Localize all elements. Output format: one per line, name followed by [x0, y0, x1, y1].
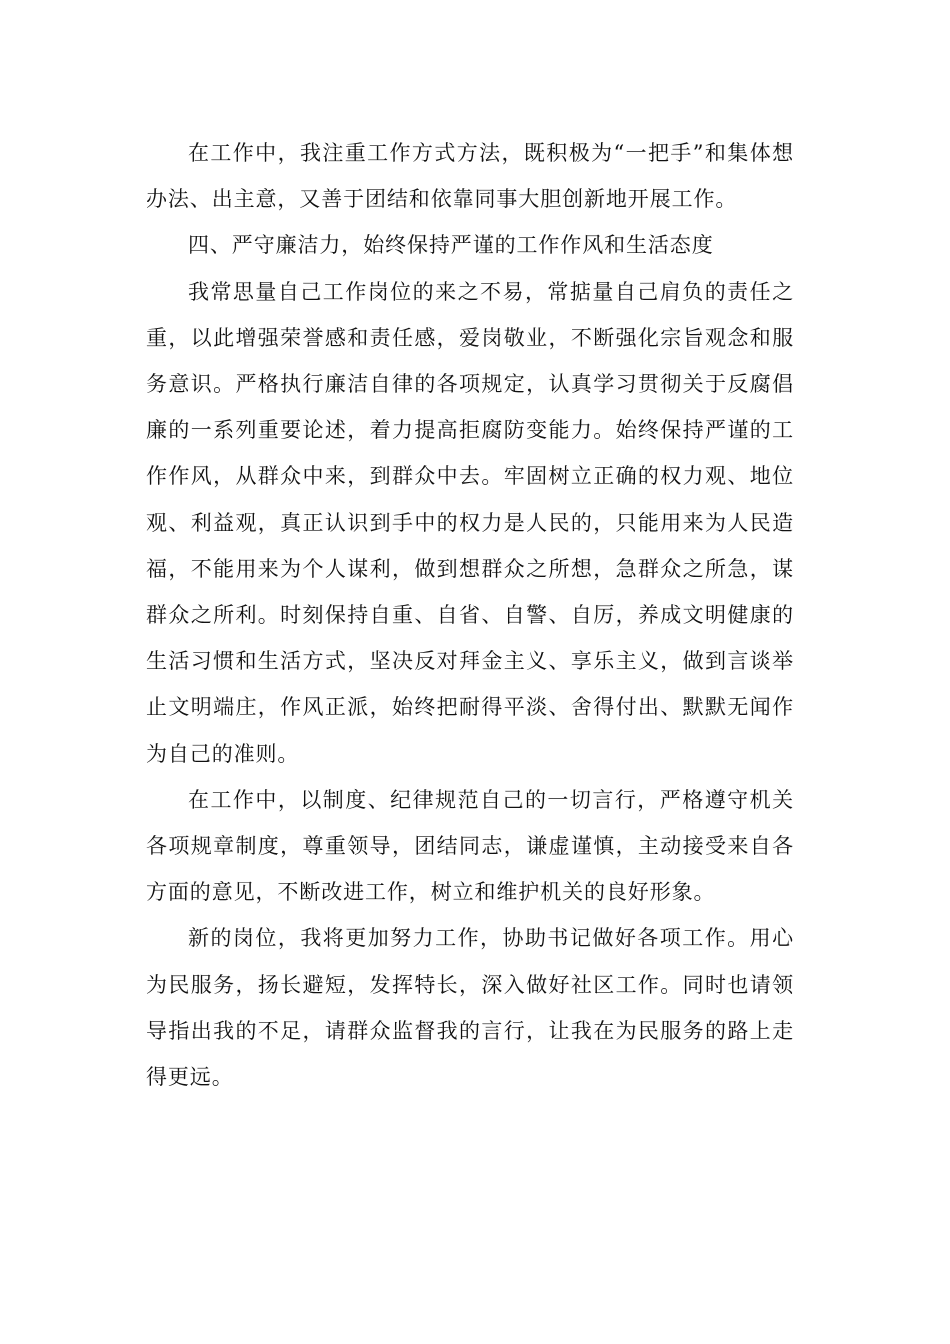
document-body	[146, 130, 794, 1100]
paragraph-conclusion: 新的岗位，我将更加努力工作，协助书记做好各项工作。用心为民服务，扬长避短，发挥特长，深入做好社区工作。同时也请领导指出我的不足，请群众监督我的言行，让我在为民服务的路上走得更远。	[146, 926, 794, 1090]
paragraph-discipline: 在工作中，以制度、纪律规范自己的一切言行，严格遵守机关各项规章制度，尊重领导，团结同志，谦虚谨慎，主动接受来自各方面的意见，不断改进工作，树立和维护机关的良好形象。	[146, 787, 794, 905]
paragraph-integrity: 我常思量自己工作岗位的来之不易，常掂量自己肩负的责任之重，以此增强荣誉感和责任感，爱岗敬业，不断强化宗旨观念和服务意识。严格执行廉洁自律的各项规定，认真学习贯彻关于反腐倡廉的一系列重要论述，着力提高拒腐防变能力。始终保持严谨的工作作风，从群众中来，到群众中去。牢固树立正确的权力观、地位观、利益观，真正认识到手中的权力是人民的，只能用来为人民造福，不能用来为个人谋利，做到想群众之所想，急群众之所急，谋群众之所利。时刻保持自重、自省、自警、自厉，养成文明健康的生活习惯和生活方式，坚决反对拜金主义、享乐主义，做到言谈举止文明端庄，作风正派，始终把耐得平淡、舍得付出、默默无闻作为自己的准则。	[146, 279, 794, 766]
paragraph-work-method: 在工作中，我注重工作方式方法，既积极为“一把手”和集体想办法、出主意，又善于团结和依靠同事大胆创新地开展工作。	[146, 141, 794, 212]
section-heading-integrity: 四、严守廉洁力，始终保持严谨的工作作风和生活态度	[188, 233, 714, 258]
